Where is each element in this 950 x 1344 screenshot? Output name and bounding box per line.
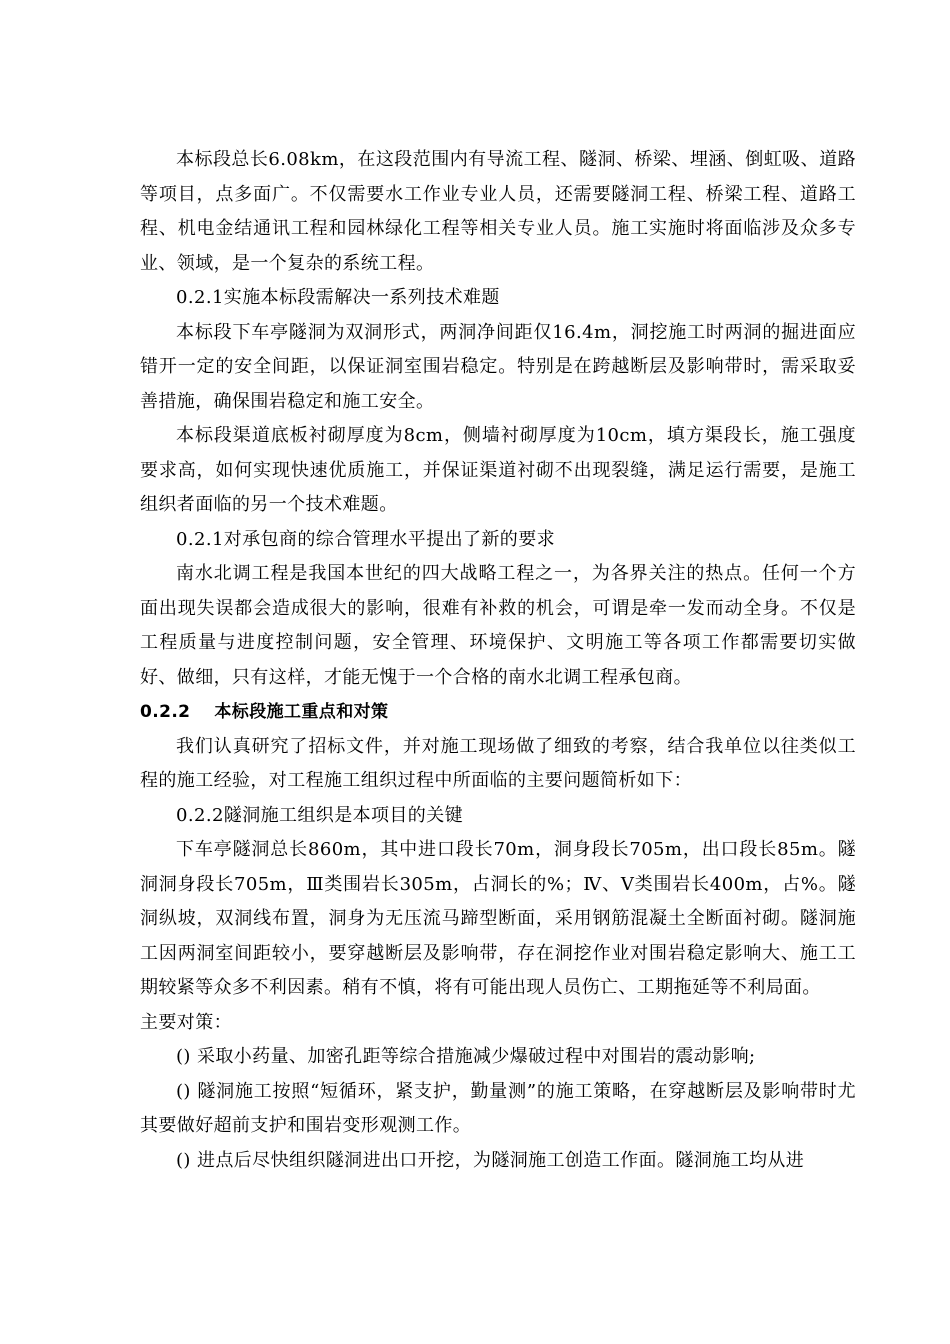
document-body (140, 143, 856, 1178)
section-heading (140, 695, 856, 730)
paragraph-south-north-project: 南水北调工程是我国本世纪的四大战略工程之一，为各界关注的热点。任何一个方面出现失误都会造成很大的影响，很难有补救的机会，可谓是牵一发而动全身。不仅是工程质量与进度控制问题，安全管理、环境保护、文明施工等各项工作都需要切实做好、做细，只有这样，才能无愧于一个合格的南水北调工程承包商。 (140, 563, 856, 688)
subheading-tunnel-key: 0.2.2隧洞施工组织是本项目的关键 (176, 804, 463, 826)
paragraph-tunnel-details: 下车亭隧洞总长860m，其中进口段长70m，洞身段长705m，出口段长85m。隧洞洞身段长705m，Ⅲ类围岩长305m，占洞长的%；Ⅳ、Ⅴ类围岩长400m，占%。隧洞纵坡，双洞线布置，洞身为无压流马蹄型断面，采用钢筋混凝土全断面衬砌。隧洞施工因两洞室间距较小，要穿越断层及影响带，存在洞挖作业对围岩稳定影响大、施工工期较紧等众多不利因素。稍有不慎，将有可能出现人员伤亡、工期拖延等不利局面。 (140, 839, 856, 998)
section-number: 0.2.2 (140, 702, 191, 722)
paragraph-canal-lining: 本标段渠道底板衬砌厚度为8cm，侧墙衬砌厚度为10cm，填方渠段长，施工强度要求高，如何实现快速优质施工，并保证渠道衬砌不出现裂缝，满足运行需要，是施工组织者面临的另一个技术难题。 (140, 425, 856, 515)
list-item-support-strategy: () 隧洞施工按照“短循环，紧支护，勤量测”的施工策略，在穿越断层及影响带时尤其要做好超前支护和围岩变形观测工作。 (140, 1080, 856, 1136)
subheading-technical-difficulties: 0.2.1实施本标段需解决一系列技术难题 (176, 287, 500, 308)
paragraph-scope: 本标段总长6.08km，在这段范围内有导流工程、隧洞、桥梁、埋涵、倒虹吸、道路等项目，点多面广。不仅需要水工作业专业人员，还需要隧洞工程、桥梁工程、道路工程、机电金结通讯工程和园林绿化工程等相关专业人员。施工实施时将面临涉及众多专业、领域，是一个复杂的系统工程。 (140, 149, 856, 274)
paragraph-countermeasures-label: 主要对策： (140, 1011, 232, 1033)
paragraph-study-summary: 我们认真研究了招标文件，并对施工现场做了细致的考察，结合我单位以往类似工程的施工经验，对工程施工组织过程中所面临的主要问题简析如下： (140, 735, 856, 791)
list-item-blasting: () 采取小药量、加密孔距等综合措施减少爆破过程中对围岩的震动影响; (176, 1046, 756, 1067)
paragraph-tunnel-spacing: 本标段下车亭隧洞为双洞形式，两洞净间距仅16.4m，洞挖施工时两洞的掘进面应错开一定的安全间距，以保证洞室围岩稳定。特别是在跨越断层及影响带时，需采取妥善措施，确保围岩稳定和施工安全。 (140, 321, 856, 412)
section-title: 本标段施工重点和对策 (214, 702, 389, 722)
subheading-management-requirements: 0.2.1对承包商的综合管理水平提出了新的要求 (176, 528, 555, 550)
list-item-excavation: () 进点后尽快组织隧洞进出口开挖，为隧洞施工创造工作面。隧洞施工均从进 (176, 1149, 805, 1171)
